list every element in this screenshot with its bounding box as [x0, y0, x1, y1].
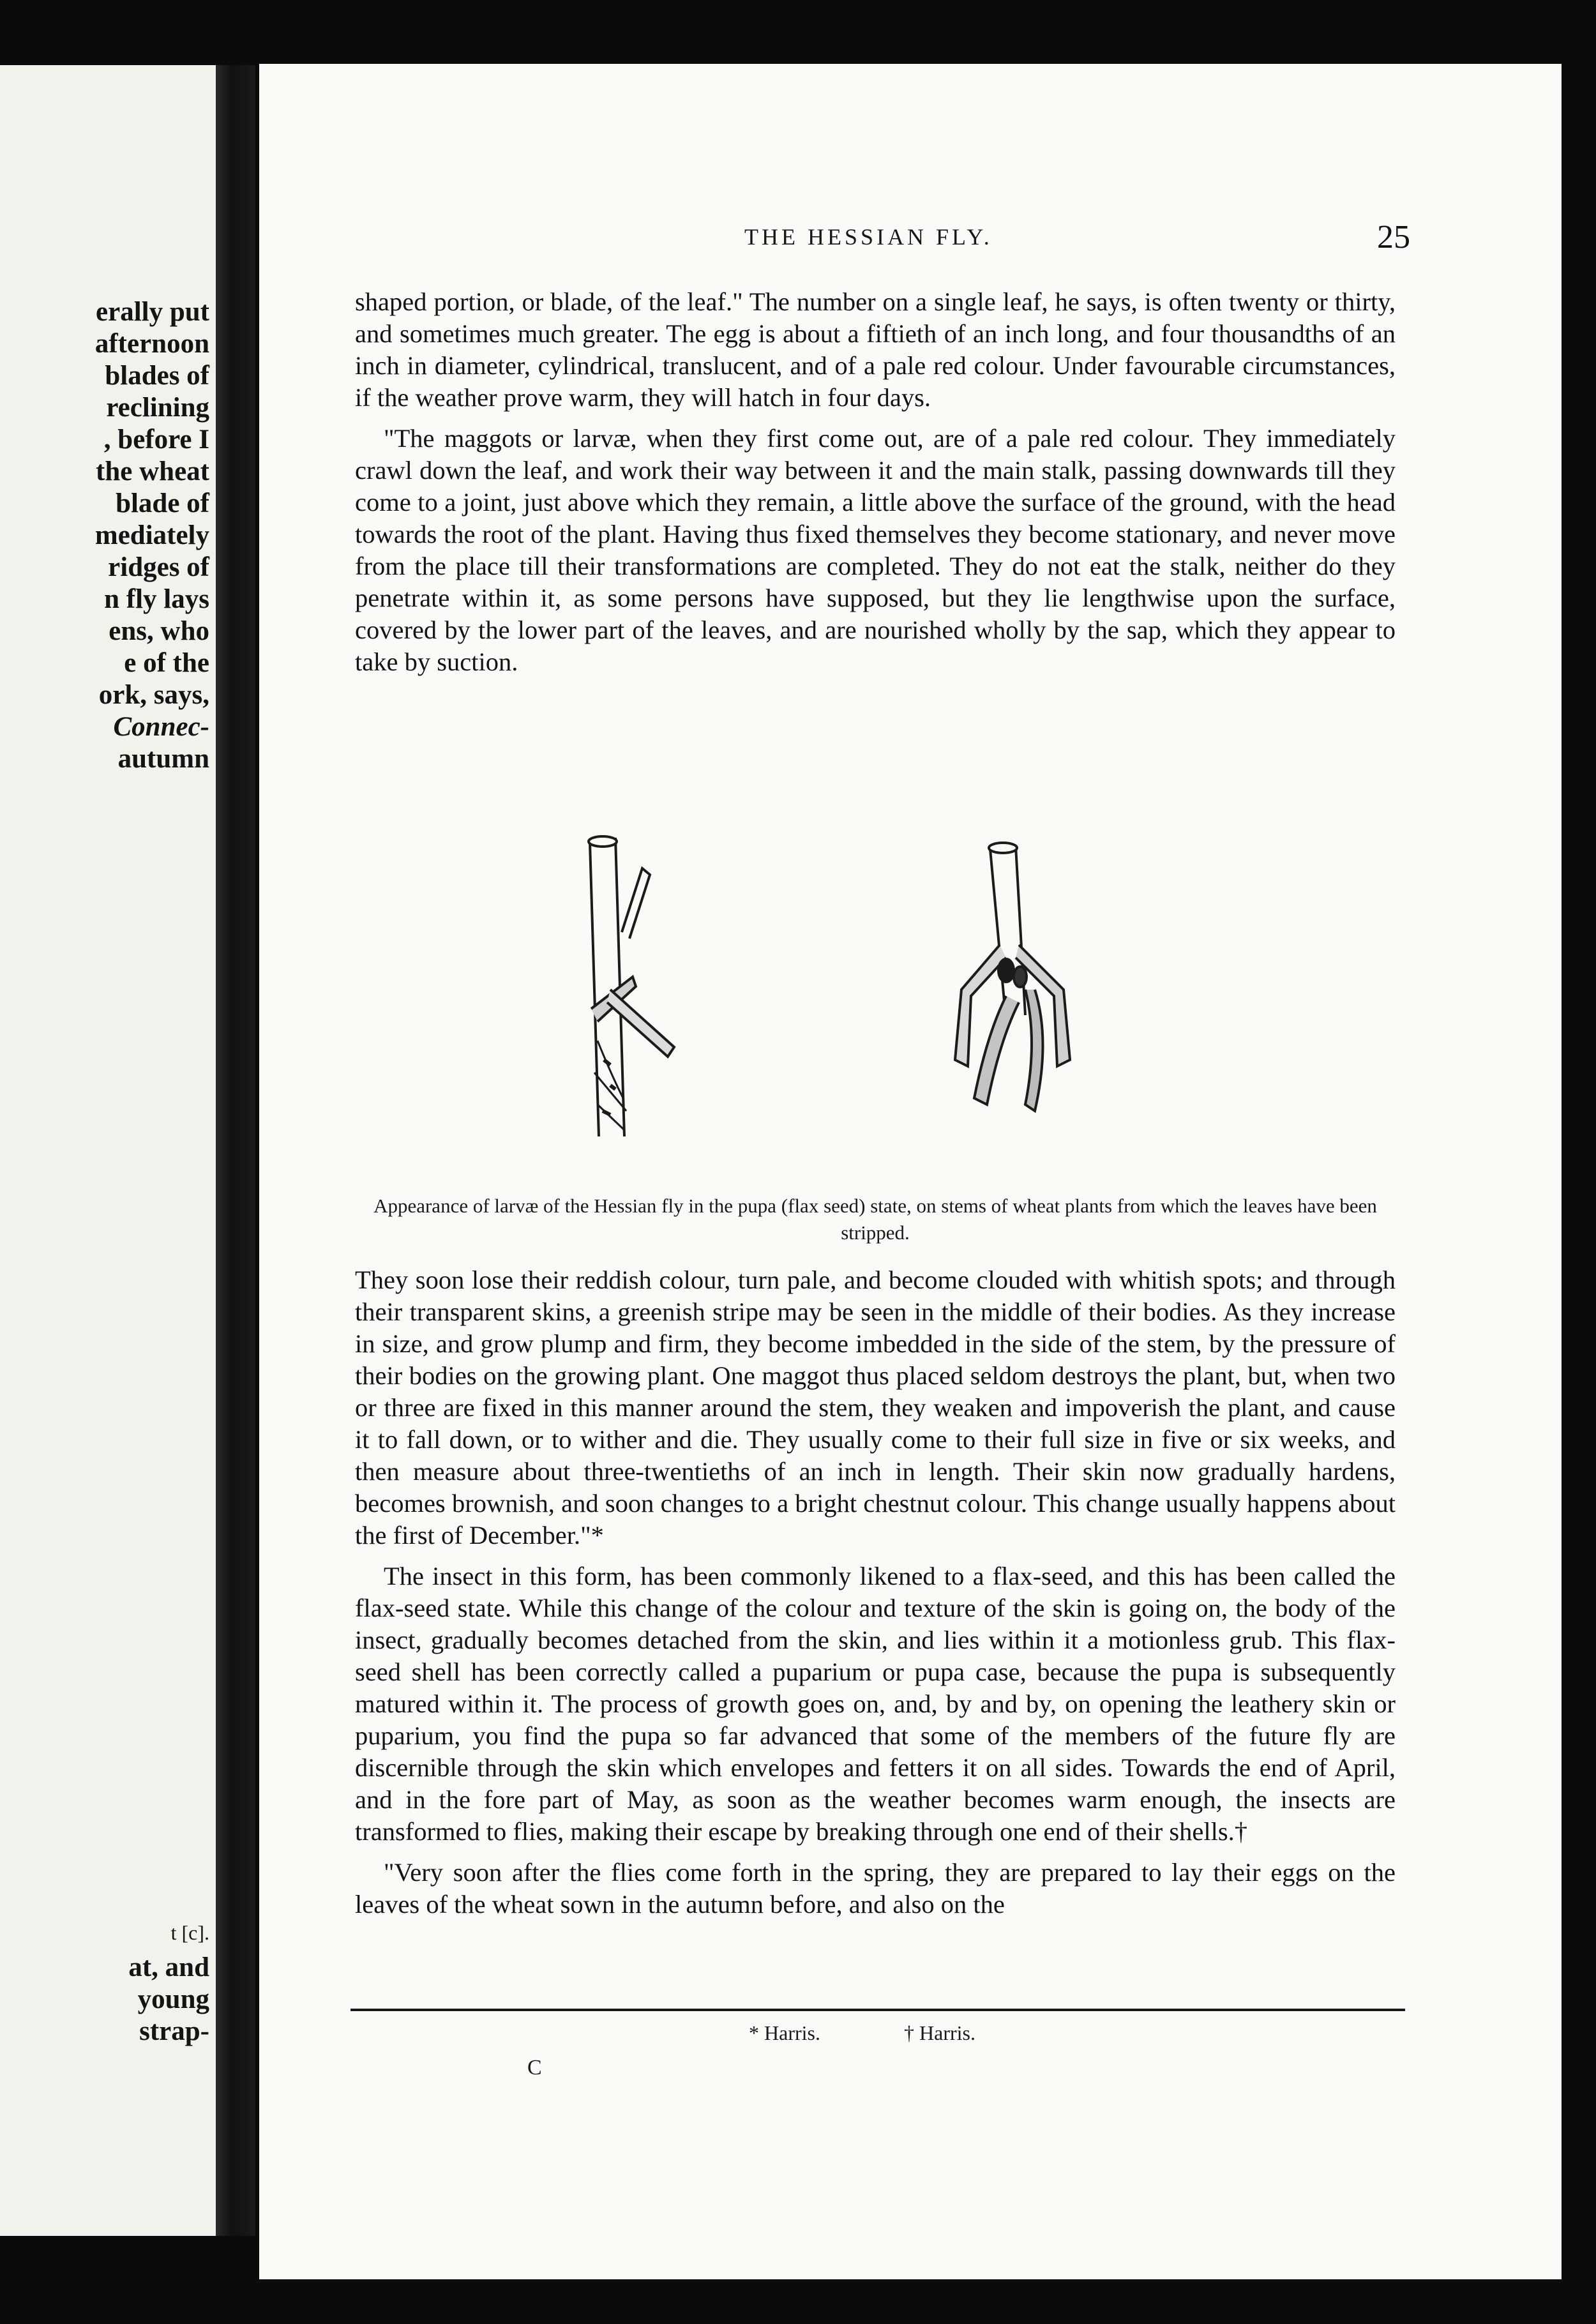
- right-wheat-stem: [955, 843, 1070, 1111]
- facing-page-line: , before I: [103, 425, 209, 455]
- left-wheat-stem: [589, 836, 674, 1136]
- facing-page-line: ridges of: [108, 552, 209, 582]
- figure-caption: Appearance of larvæ of the Hessian fly in the pupa (flax seed) state, on stems of wheat plants from which the leaves have been stripped.: [373, 1195, 1377, 1244]
- facing-page-line: e of the: [124, 648, 209, 678]
- paragraph: "Very soon after the flies come forth in the spring, they are prepared to lay their eggs on the leaves of the wheat sown in the autumn before, and also on the: [355, 1858, 1396, 1919]
- page-header: [259, 218, 1562, 257]
- book-page: [259, 64, 1562, 2279]
- page-number: 25: [1377, 219, 1410, 255]
- footnotes: [259, 2021, 1562, 2053]
- wheat-stem-drawing: [515, 830, 1344, 1175]
- facing-page-line: reclining: [106, 393, 209, 423]
- facing-page-line: autumn: [117, 744, 209, 774]
- footnote-rule: [350, 2009, 1405, 2011]
- body-text-bottom: [355, 1264, 1396, 1920]
- facing-page-line: blades of: [105, 361, 209, 391]
- signature-mark: C: [527, 2056, 542, 2079]
- facing-page: [0, 65, 216, 2236]
- facing-page-line: blade of: [116, 488, 209, 518]
- facing-page-line: ork, says,: [98, 680, 209, 710]
- book-gutter: [216, 65, 255, 2236]
- facing-page-line: young: [137, 1984, 209, 2014]
- facing-page-line: strap-: [139, 2016, 209, 2046]
- facing-page-line: n fly lays: [104, 584, 209, 614]
- footnote: * Harris.: [749, 2021, 820, 2044]
- footnote: † Harris.: [904, 2021, 975, 2044]
- facing-page-line: ens, who: [109, 616, 209, 646]
- paragraph: They soon lose their reddish colour, turn pale, and become clouded with whitish spots; and through their transparent skins, a greenish stripe may be seen in the middle of their bodies. As they increase in size, and grow plump and firm, they become imbedded in the side of the stem, by the pressure of their bodies on the growing plant. One maggot thus placed seldom destroys the plant, but, when two or three are fixed in this manner around the stem, they weaken and impoverish the plant, and cause it to fall down, or to wither and die. They usually come to their full size in five or six weeks, and then measure about three-twentieths of an inch in length. Their skin now gradually hardens, becomes brownish, and soon changes to a bright chestnut colour. This change usually happens about the first of December."*: [355, 1265, 1396, 1550]
- facing-page-line: afternoon: [94, 329, 209, 359]
- running-head: THE HESSIAN FLY.: [744, 224, 993, 250]
- facing-page-line: the wheat: [96, 456, 209, 487]
- paragraph: The insect in this form, has been commonly likened to a flax-seed, and this has been called the flax-seed state. While this change of the colour and texture of the skin is going on, the body of the insect, gradually becomes detached from the skin, and lies within it a motionless grub. This flax-seed shell has been correctly called a puparium or pupa case, because the pupa is subsequently matured within it. The process of growth goes on, and, by and by, on opening the leathery skin or puparium, you find the pupa so far advanced that some of the members of the future fly are discernible through the skin which envelopes and fetters it on all sides. Towards the end of April, and in the fore part of May, as soon as the weather becomes warm enough, the insects are transformed to flies, making their escape by breaking through one end of their shells.†: [355, 1562, 1396, 1846]
- paragraph: "The maggots or larvæ, when they first come out, are of a pale red colour. They immediately crawl down the leaf, and work their way between it and the main stalk, passing downwards till they come to a joint, just above which they remain, a little above the surface of the ground, with the head towards the root of the plant. Having thus fixed themselves they become stationary, and never move from the place till their transformations are completed. They do not eat the stalk, neither do they penetrate within it, as some persons have supposed, but they lie lengthwise upon the surface, covered by the lower part of the leaves, and are nourished wholly by the sap, which they appear to take by suction.: [355, 424, 1396, 676]
- facing-page-line: mediately: [94, 520, 209, 550]
- facing-page-line: t [c].: [170, 1921, 209, 1944]
- facing-page-line: Connec-: [113, 712, 209, 742]
- wheat-stem-illustration: [515, 830, 1344, 1175]
- body-text-top: [355, 286, 1396, 678]
- facing-page-line: at, and: [128, 1952, 209, 1982]
- paragraph: shaped portion, or blade, of the leaf." The number on a single leaf, he says, is often twenty or thirty, and sometimes much greater. The egg is about a fiftieth of an inch long, and four thousandths of an inch in diameter, cylindrical, translucent, and of a pale red colour. Under favourable circumstances, if the weather prove warm, they will hatch in four days.: [355, 287, 1396, 412]
- facing-page-line: erally put: [96, 297, 209, 327]
